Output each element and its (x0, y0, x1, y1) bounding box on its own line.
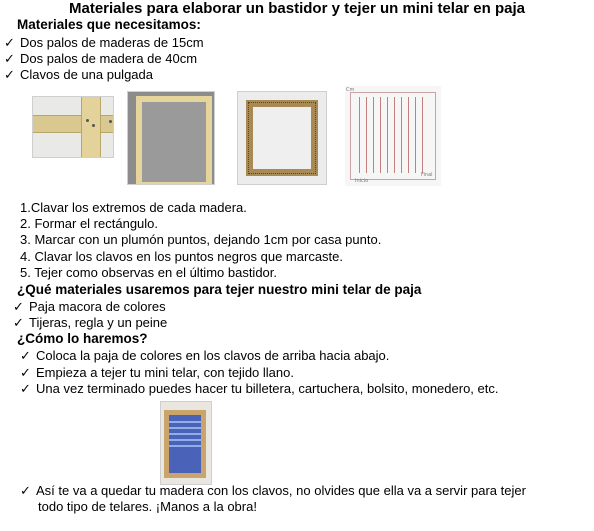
check-icon: ✓ (4, 67, 15, 82)
step-item: 3. Marcar con un plumón puntos, dejando 1cm por casa punto. (20, 232, 382, 247)
materials-heading: Materiales que necesitamos: (17, 17, 201, 32)
check-icon: ✓ (13, 315, 24, 330)
loom-diagram (345, 86, 441, 186)
check-icon: ✓ (20, 381, 31, 396)
list-item: ✓ Coloca la paja de colores en los clavos de arriba hacia abajo. (20, 348, 390, 363)
step-item: 4. Clavar los clavos en los puntos negros que marcaste. (20, 249, 344, 264)
diagram-label: Final (421, 172, 433, 178)
list-item: ✓ Tijeras, regla y un peine (13, 315, 168, 330)
list-item: ✓ Dos palos de maderas de 15cm (4, 35, 204, 50)
step-item: 5. Tejer como observas en el último bastidor. (20, 265, 278, 280)
list-item: ✓ Empieza a tejer tu mini telar, con tejido llano. (20, 365, 294, 380)
rectangle-frame-photo (127, 91, 215, 185)
check-icon: ✓ (20, 365, 31, 380)
step-item: 2. Formar el rectángulo. (20, 216, 159, 231)
check-icon: ✓ (20, 348, 31, 363)
closing-line: todo tipo de telares. ¡Manos a la obra! (38, 499, 257, 514)
list-item: ✓ Paja macora de colores (13, 299, 166, 314)
list-item: ✓ Dos palos de madera de 40cm (4, 51, 198, 66)
closing-line: ✓ Así te va a quedar tu madera con los clavos, no olvides que ella va a servir para tejer (20, 483, 526, 498)
document-title: Materiales para elaborar un bastidor y tejer un mini telar en paja (69, 0, 525, 17)
step-item: 1.Clavar los extremos de cada madera. (20, 200, 247, 215)
check-icon: ✓ (20, 483, 31, 498)
how-heading: ¿Cómo lo haremos? (17, 331, 148, 346)
woven-loom-photo (160, 401, 212, 485)
diagram-label: Cm (346, 87, 355, 93)
check-icon: ✓ (4, 51, 15, 66)
nailed-frame-photo (237, 91, 327, 185)
weave-materials-heading: ¿Qué materiales usaremos para tejer nuestro mini telar de paja (17, 282, 422, 297)
list-item: ✓ Clavos de una pulgada (4, 67, 153, 82)
wood-corner-photo (32, 96, 114, 158)
list-item: ✓ Una vez terminado puedes hacer tu billetera, cartuchera, bolsito, monedero, etc. (20, 381, 499, 396)
diagram-label: Inicio (355, 178, 369, 184)
check-icon: ✓ (13, 299, 24, 314)
check-icon: ✓ (4, 35, 15, 50)
